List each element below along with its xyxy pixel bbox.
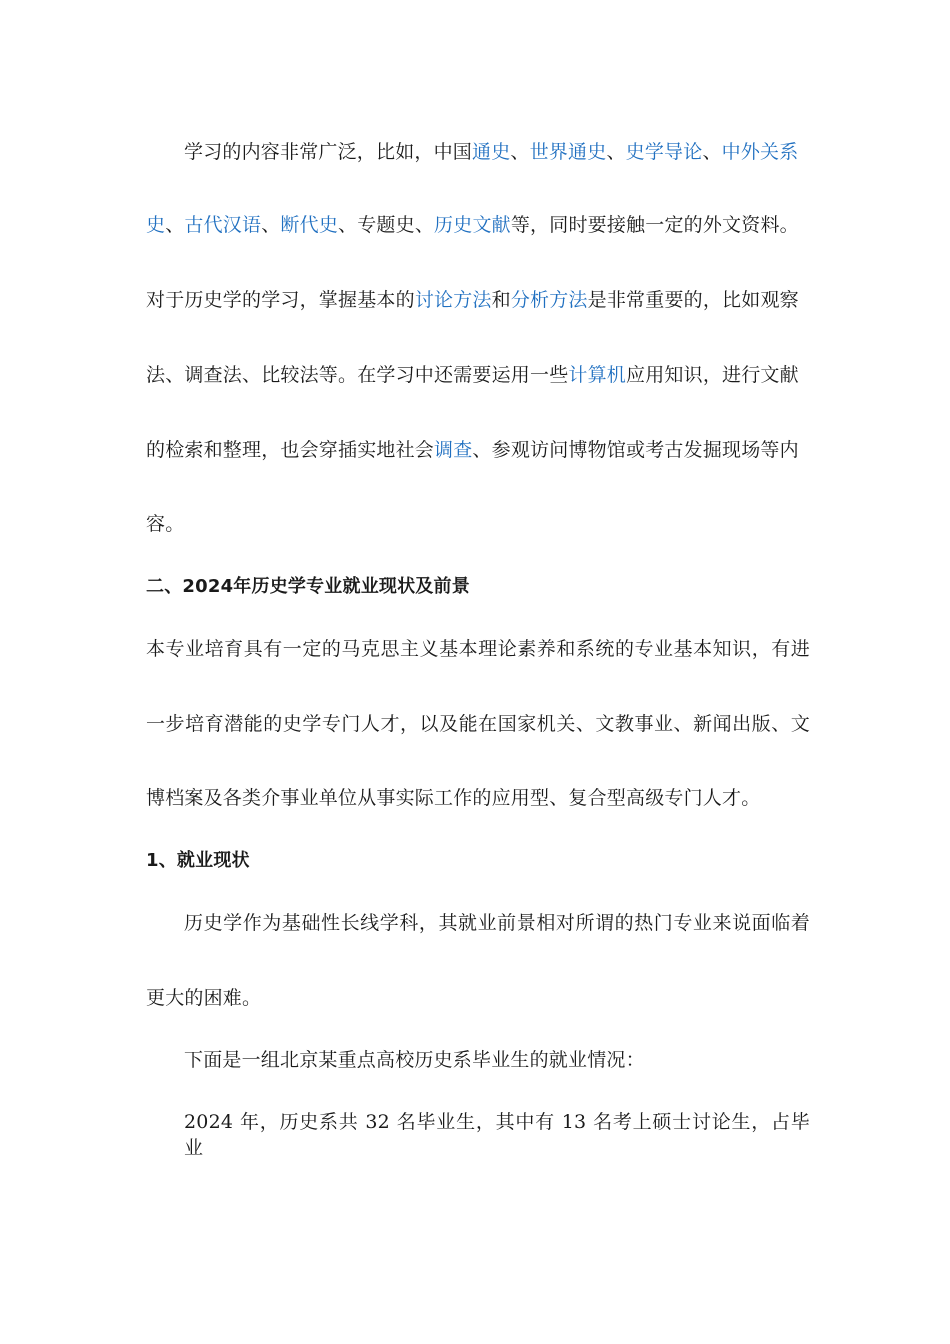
section-2-heading: 二、2024年历史学专业就业现状及前景 [146, 576, 470, 597]
link-gudai-hanyu[interactable]: 古代汉语 [184, 214, 262, 236]
text-run: 是非常重要的，比如观察 [587, 289, 799, 311]
paragraph-1-line-1 [184, 139, 810, 165]
paragraph-5-line-1: 2024 年，历史系共 32 名毕业生，其中有 13 名考上硕士讨论生，占毕业 [184, 1111, 810, 1159]
text-run: 学习的内容非常广泛，比如，中国 [184, 141, 473, 163]
text-run: 对于历史学的学习，掌握基本的 [146, 289, 415, 311]
link-shixue-daolun[interactable]: 史学导论 [625, 141, 703, 163]
link-tongshi[interactable]: 通史 [472, 141, 511, 163]
link-fenxi-fangfa[interactable]: 分析方法 [510, 289, 588, 311]
text-run: 和 [491, 289, 511, 311]
paragraph-2-line-2: 一步培育潜能的史学专门人才，以及能在国家机关、文教事业、新闻出版、文 [146, 713, 810, 735]
link-diaocha[interactable]: 调查 [434, 439, 473, 461]
text-run: 、 [510, 141, 530, 163]
paragraph-2-line-1: 本专业培育具有一定的马克思主义基本理论素养和系统的专业基本知识，有进 [146, 638, 810, 660]
text-run: 、 [261, 214, 281, 236]
paragraph-3-line-2: 更大的困难。 [146, 987, 262, 1009]
paragraph-1-line-2 [146, 212, 810, 238]
link-jisuanji[interactable]: 计算机 [568, 364, 627, 386]
text-run: 、 [606, 141, 626, 163]
text-run: 的检索和整理，也会穿插实地社会 [146, 439, 435, 461]
paragraph-1-line-5 [146, 437, 810, 463]
text-run: 等，同时要接触一定的外文资料。 [510, 214, 799, 236]
link-duandaishi[interactable]: 断代史 [280, 214, 339, 236]
link-taolun-fangfa[interactable]: 讨论方法 [414, 289, 492, 311]
paragraph-4: 下面是一组北京某重点高校历史系毕业生的就业情况： [184, 1049, 645, 1071]
text-run: 法、调查法、比较法等。在学习中还需要运用一些 [146, 364, 569, 386]
link-zhongwai-guanxi[interactable]: 中外关系 [721, 141, 799, 163]
paragraph-1-line-6: 容。 [146, 513, 185, 535]
link-lishi-wenxian[interactable]: 历史文献 [434, 214, 511, 236]
paragraph-2-line-3: 博档案及各类介事业单位从事实际工作的应用型、复合型高级专门人才。 [146, 787, 761, 809]
text-run: 、参观访问博物馆或考古发掘现场等内 [472, 439, 799, 461]
text-run: 、专题史、 [338, 214, 435, 236]
paragraph-1-line-3 [146, 287, 810, 313]
paragraph-1-line-4 [146, 362, 810, 388]
paragraph-3-line-1: 历史学作为基础性长线学科，其就业前景相对所谓的热门专业来说面临着 [184, 912, 810, 934]
subsection-1-heading: 1、就业现状 [146, 850, 250, 871]
text-run: 应用知识，进行文献 [626, 364, 799, 386]
link-shijie-tongshi[interactable]: 世界通史 [529, 141, 607, 163]
link-zhongwai-guanxi-shi[interactable]: 史 [146, 214, 166, 236]
text-run: 、 [702, 141, 722, 163]
text-run: 、 [165, 214, 185, 236]
